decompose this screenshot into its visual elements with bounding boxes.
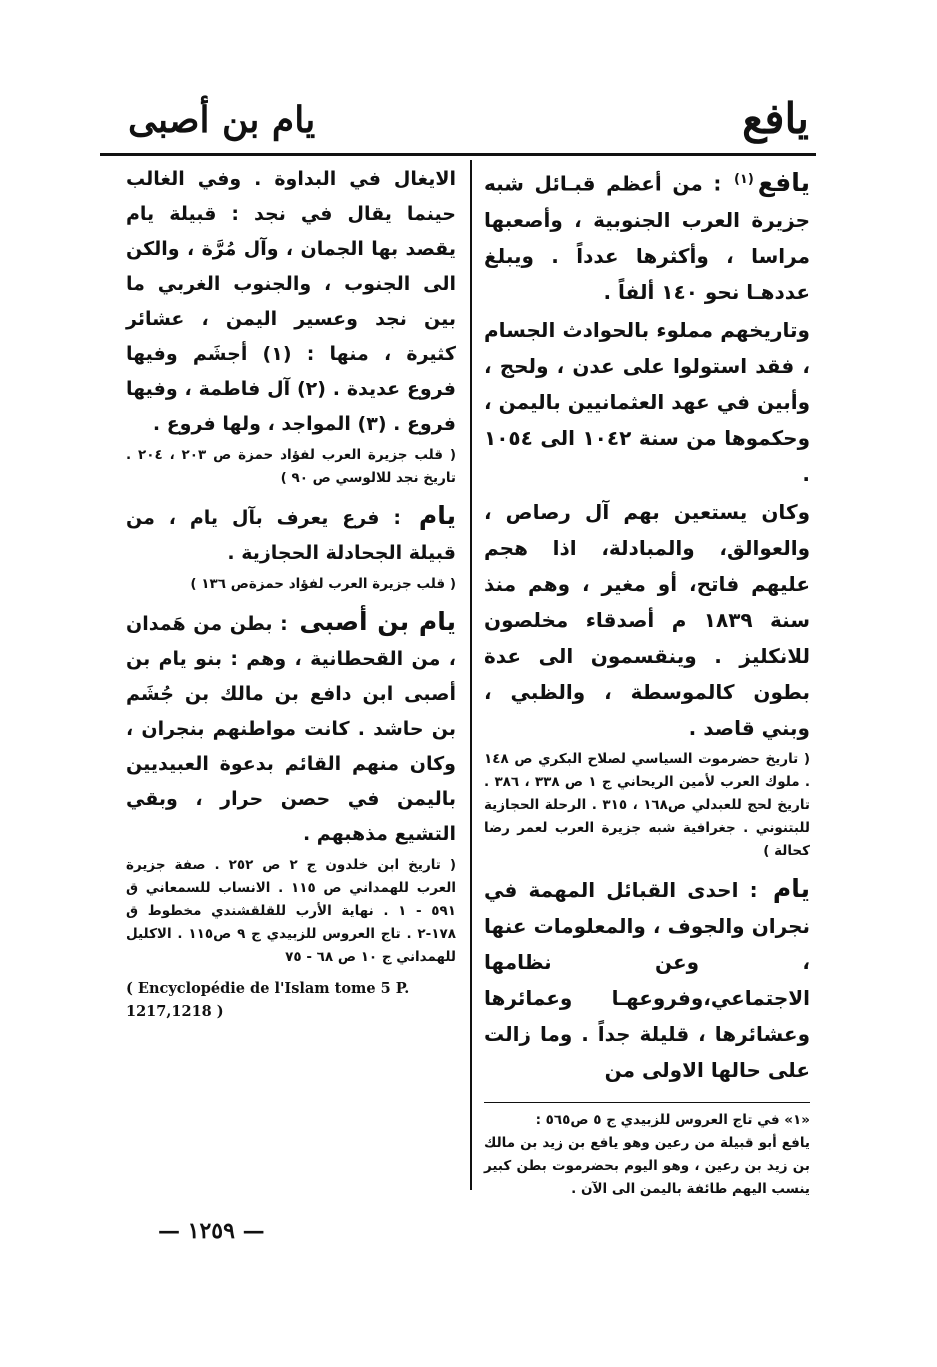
header-right-title: يافع bbox=[742, 94, 809, 143]
footnote-line-2: يافع أبو قبيلة من رعين وهو يافع بن زيد بن مالك بن زيد بن رعين ، وهو اليوم بحضرموت بطن كبير ينسب اليهم طائفة باليمن الى الآن . bbox=[484, 1134, 810, 1197]
entry-yam-ibn-asba bbox=[126, 604, 456, 852]
column-divider bbox=[470, 160, 472, 1190]
right-column bbox=[484, 162, 810, 1201]
entry-yafi-paragraph-3: وكان يستعين بهم آل رصاص ، والعوالق، والمبادلة، اذا هجم عليهم فاتح، أو مغير ، وهم منذ سنة ١٨٣٩ م أصدقاء مخلصون للانكليز . وينقسمون الى عدة بطون كالموسطة ، والظبي ، وبني قاصد . bbox=[484, 499, 810, 740]
header-rule bbox=[100, 153, 816, 156]
entry-yam-branch-text: : فرع يعرف بآل يام ، من قبيلة الجحادلة الحجازية . bbox=[126, 507, 456, 564]
entry-yam-ibn-asba-references: ( تاريخ ابن خلدون ج ٢ ص ٢٥٢ . صفة جزيرة العرب للهمداني ص ١١٥ . الانساب للسمعاني ق ٥٩١ - ١ . نهاية الأرب للقلقشندي مخطوط ق ١٧٨-٢ . تاج العروس للزبيدي ج ٩ ص١١٥ . الاكليل للهمداني ج ١٠ ص ٦٨ - ٧٥ bbox=[126, 857, 457, 965]
entry-yam-branch bbox=[126, 498, 456, 571]
entry-yam-ibn-asba-text: : بطن من هَمدان ، من القحطانية ، وهم : بنو يام بن أصبى ابن دافع بن مالك بن جُشَم بن حاشد . كانت مواطنهم بنجران ، وكان منهم القائم بدعوة العبيديين باليمن في حصن حرار ، وبقي التشيع مذهبهم . bbox=[126, 613, 456, 845]
entry-yam-ibn-asba-lead: يام بن أصبى bbox=[299, 607, 456, 636]
left-column bbox=[126, 162, 456, 1038]
entry-yam-branch-lead: يام bbox=[418, 501, 456, 530]
entry-yafi-references: ( تاريخ حضرموت السياسي لصلاح البكري ص ١٤٨ . ملوك العرب لأمين الريحاني ج ١ ص ٣٣٨ ، ٣٨٦ . تاريخ لحج للعبدلي ص١٦٨ ، ٣١٥ . الرحلة الحجازية للبتنوني . جغرافية شبه جزيرة العرب لعمر رضا كحالة ) bbox=[484, 750, 810, 859]
entry-yam-continued: الايغال في البداوة . وفي الغالب حينما يقال في نجد : قبيلة يام يقصد بها الجمان ، وآل مُرَّة ، والكن الى الجنوب ، والجنوب الغربي ما بين نجد وعسير اليمن ، عشائر كثيرة ، منها : (١) أجشَم وفيها فروع عديدة . (٢) آل فاطمة ، وفيها فروع . (٣) المواجد ، ولها فروع . bbox=[126, 168, 456, 435]
entry-yam-branch-references: ( قلب جزيرة العرب لفؤاد حمزةص ١٣٦ ) bbox=[190, 576, 456, 592]
header-left-title: يام بن أصبى bbox=[128, 99, 316, 141]
footnote-rule bbox=[484, 1102, 810, 1103]
entry-yam-text: : احدى القبائل المهمة في نجران والجوف ، والمعلومات عنها ، وعن نظامها الاجتماعي،وفروعهـا وعمائرها وعشائرها ، قليلة جداً . وما زالت على حالها الاولى من bbox=[484, 877, 810, 1082]
entry-yam bbox=[484, 871, 810, 1088]
entry-yafi-lead: يافع bbox=[757, 167, 811, 197]
entry-yam-references: ( قلب جزيرة العرب لفؤاد حمزة ص ٢٠٣ ، ٢٠٤ . تاريخ نجد للالوسي ص ٩٠ ) bbox=[126, 447, 456, 486]
entry-yam-lead: يام bbox=[772, 873, 811, 903]
entry-yam-ibn-asba-french-reference: ( Encyclopédie de l'Islam tome 5 P. 1217,1218 ) bbox=[126, 980, 410, 1020]
footnote-mark: (١) bbox=[733, 172, 754, 187]
entry-yafi-paragraph-2: وتاريخهم مملوء بالحوادث الجسام ، فقد استولوا على عدن ، ولحج ، وأبين في عهد العثمانيين باليمن ، وحكموها من سنة ١٠٤٢ الى ١٠٥٤ . bbox=[484, 317, 810, 486]
page-number: — ١٢٥٩ — bbox=[158, 1218, 265, 1244]
entry-yafi-text: : من أعظم قبـائل شبه جزيرة العرب الجنوبية ، وأصعبها مراسا ، وأكثرها عدداً . ويبلغ عددهـا نحو ١٤٠ ألفاً . bbox=[484, 171, 810, 304]
entry-yafi bbox=[484, 162, 810, 310]
footnote-line-1: «١» في تاج العروس للزبيدي ج ٥ ص٥٦٥ : bbox=[535, 1111, 810, 1128]
